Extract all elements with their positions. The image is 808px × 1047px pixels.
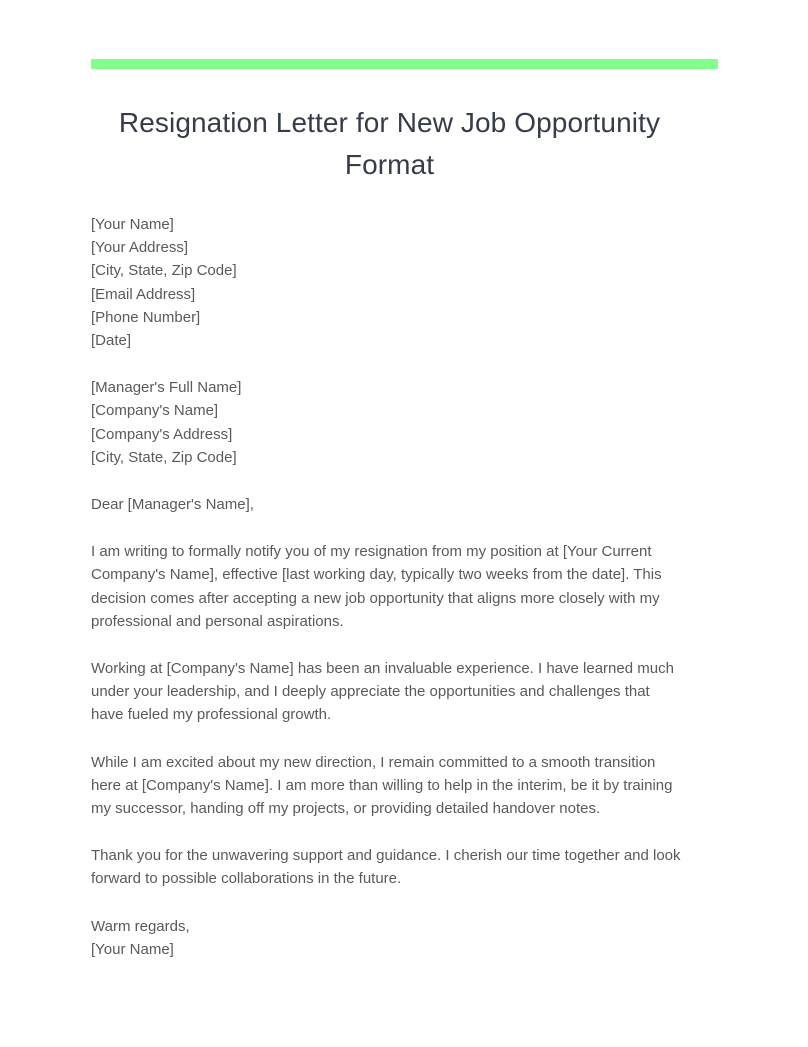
spacer — [91, 516, 688, 540]
signature-name: [Your Name] — [91, 940, 174, 958]
sender-line-email: [Email Address] — [91, 285, 196, 303]
recipient-line-manager-name: [Manager's Full Name] — [91, 379, 242, 397]
sender-line-phone: [Phone Number] — [91, 308, 201, 326]
spacer — [91, 820, 688, 844]
recipient-line-company-address: [Company's Address] — [91, 425, 233, 443]
paragraph-appreciation: Working at [Company's Name] has been an invaluable experience. I have learned much under your leadership, and I deeply appreciate the opportunities and challenges that have fueled my professional growth. — [91, 660, 674, 724]
document-content — [91, 0, 688, 961]
recipient-address-block — [91, 376, 688, 469]
spacer — [91, 469, 688, 493]
sender-line-name: [Your Name] — [91, 216, 174, 233]
salutation: Dear [Manager's Name], — [91, 496, 254, 514]
recipient-line-city-state-zip: [City, State, Zip Code] — [91, 448, 237, 466]
spacer — [91, 352, 688, 376]
sender-address-block — [91, 213, 688, 352]
sender-line-date: [Date] — [91, 332, 132, 350]
recipient-line-company-name: [Company's Name] — [91, 402, 219, 420]
spacer — [91, 891, 688, 915]
spacer — [91, 727, 688, 751]
spacer — [91, 633, 688, 657]
letter-body — [91, 213, 688, 961]
sender-line-city-state-zip: [City, State, Zip Code] — [91, 262, 237, 280]
valediction: Warm regards, — [91, 917, 190, 935]
accent-bar — [91, 59, 718, 69]
closing-block — [91, 915, 688, 961]
page-title: Resignation Letter for New Job Opportunity Format — [118, 107, 661, 180]
paragraph-transition-support: While I am excited about my new direction, I remain committed to a smooth transition here at [Company's Name]. I am more than willing to help in the interim, be it by training my successor, handing off my projects, or providing detailed handover notes. — [91, 753, 673, 818]
paragraph-resignation-notice: I am writing to formally notify you of my resignation from my position at [Your Current Company's Name], effective [last working day, typically two weeks from the date]. This decision comes after accepting a new job opportunity that aligns more closely with my professional and personal aspirations. — [91, 543, 662, 630]
paragraph-thank-you: Thank you for the unwavering support and guidance. I cherish our time together and look forward to possible collaborations in the future. — [91, 847, 681, 888]
sender-line-address: [Your Address] — [91, 239, 189, 257]
